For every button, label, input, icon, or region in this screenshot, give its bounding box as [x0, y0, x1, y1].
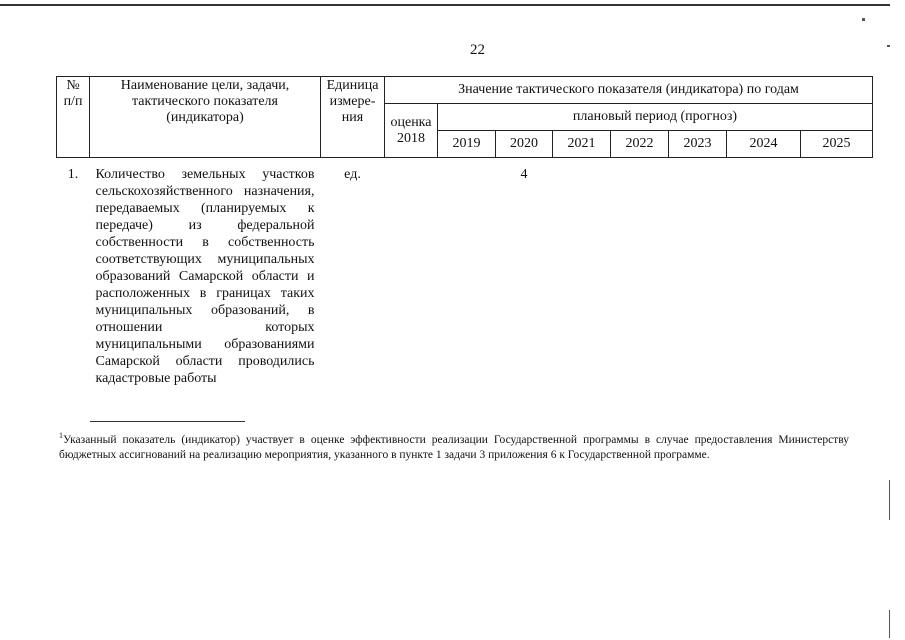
- header-year: 2021: [553, 131, 611, 158]
- footnote-separator: [90, 421, 245, 422]
- header-estimate: оценка 2018: [385, 104, 438, 158]
- row-unit: ед.: [344, 167, 361, 182]
- row-value: 4: [520, 167, 528, 182]
- indicator-table: [56, 76, 873, 387]
- scan-mark: [887, 45, 890, 47]
- table-row: [57, 158, 873, 388]
- row-value: [438, 158, 496, 388]
- footnote: [59, 428, 849, 463]
- row-value: [611, 158, 669, 388]
- footnote-marker: 1: [59, 431, 63, 440]
- page-number: 22: [470, 42, 485, 58]
- row-value: [553, 158, 611, 388]
- scan-mark: [862, 18, 865, 21]
- scan-mark: [889, 610, 890, 638]
- header-values-title: Значение тактического показателя (индикатора) по годам: [385, 77, 873, 104]
- row-num: 1.: [67, 167, 79, 182]
- header-planned: плановый период (прогноз): [438, 104, 873, 131]
- header-year: 2019: [438, 131, 496, 158]
- header-unit: Единица измере-ния: [321, 77, 385, 158]
- header-year: 2020: [496, 131, 553, 158]
- top-border-line: [0, 4, 890, 6]
- row-value: [727, 158, 801, 388]
- header-name: Наименование цели, задачи, тактического показателя (индикатора): [90, 77, 321, 158]
- row-value: [669, 158, 727, 388]
- header-year: 2025: [801, 131, 873, 158]
- header-num: № п/п: [57, 77, 90, 158]
- header-year: 2022: [611, 131, 669, 158]
- row-name: Количество земельных участков сельскохозяйственного назначения, передаваемых (планируемых к передаче) из федеральной собственности в собственность соответствующих муниципальных образований Самарской области и расположенных в границах таких муниципальных образований, в отношении которых муниципальными образованиями Самарской области проводились кадастровые работы: [95, 167, 315, 386]
- row-estimate-2018: [385, 158, 438, 388]
- header-year: 2023: [669, 131, 727, 158]
- footnote-text: Указанный показатель (индикатор) участвует в оценке эффективности реализации Государственной программы в случае предоставления Министерству бюджетных ассигнований на реализацию мероприятия, указанного в пункте 1 задачи 3 приложения 6 к Государственной программе.: [59, 433, 849, 461]
- header-year: 2024: [727, 131, 801, 158]
- row-value: [801, 158, 873, 388]
- scan-mark: [889, 480, 890, 520]
